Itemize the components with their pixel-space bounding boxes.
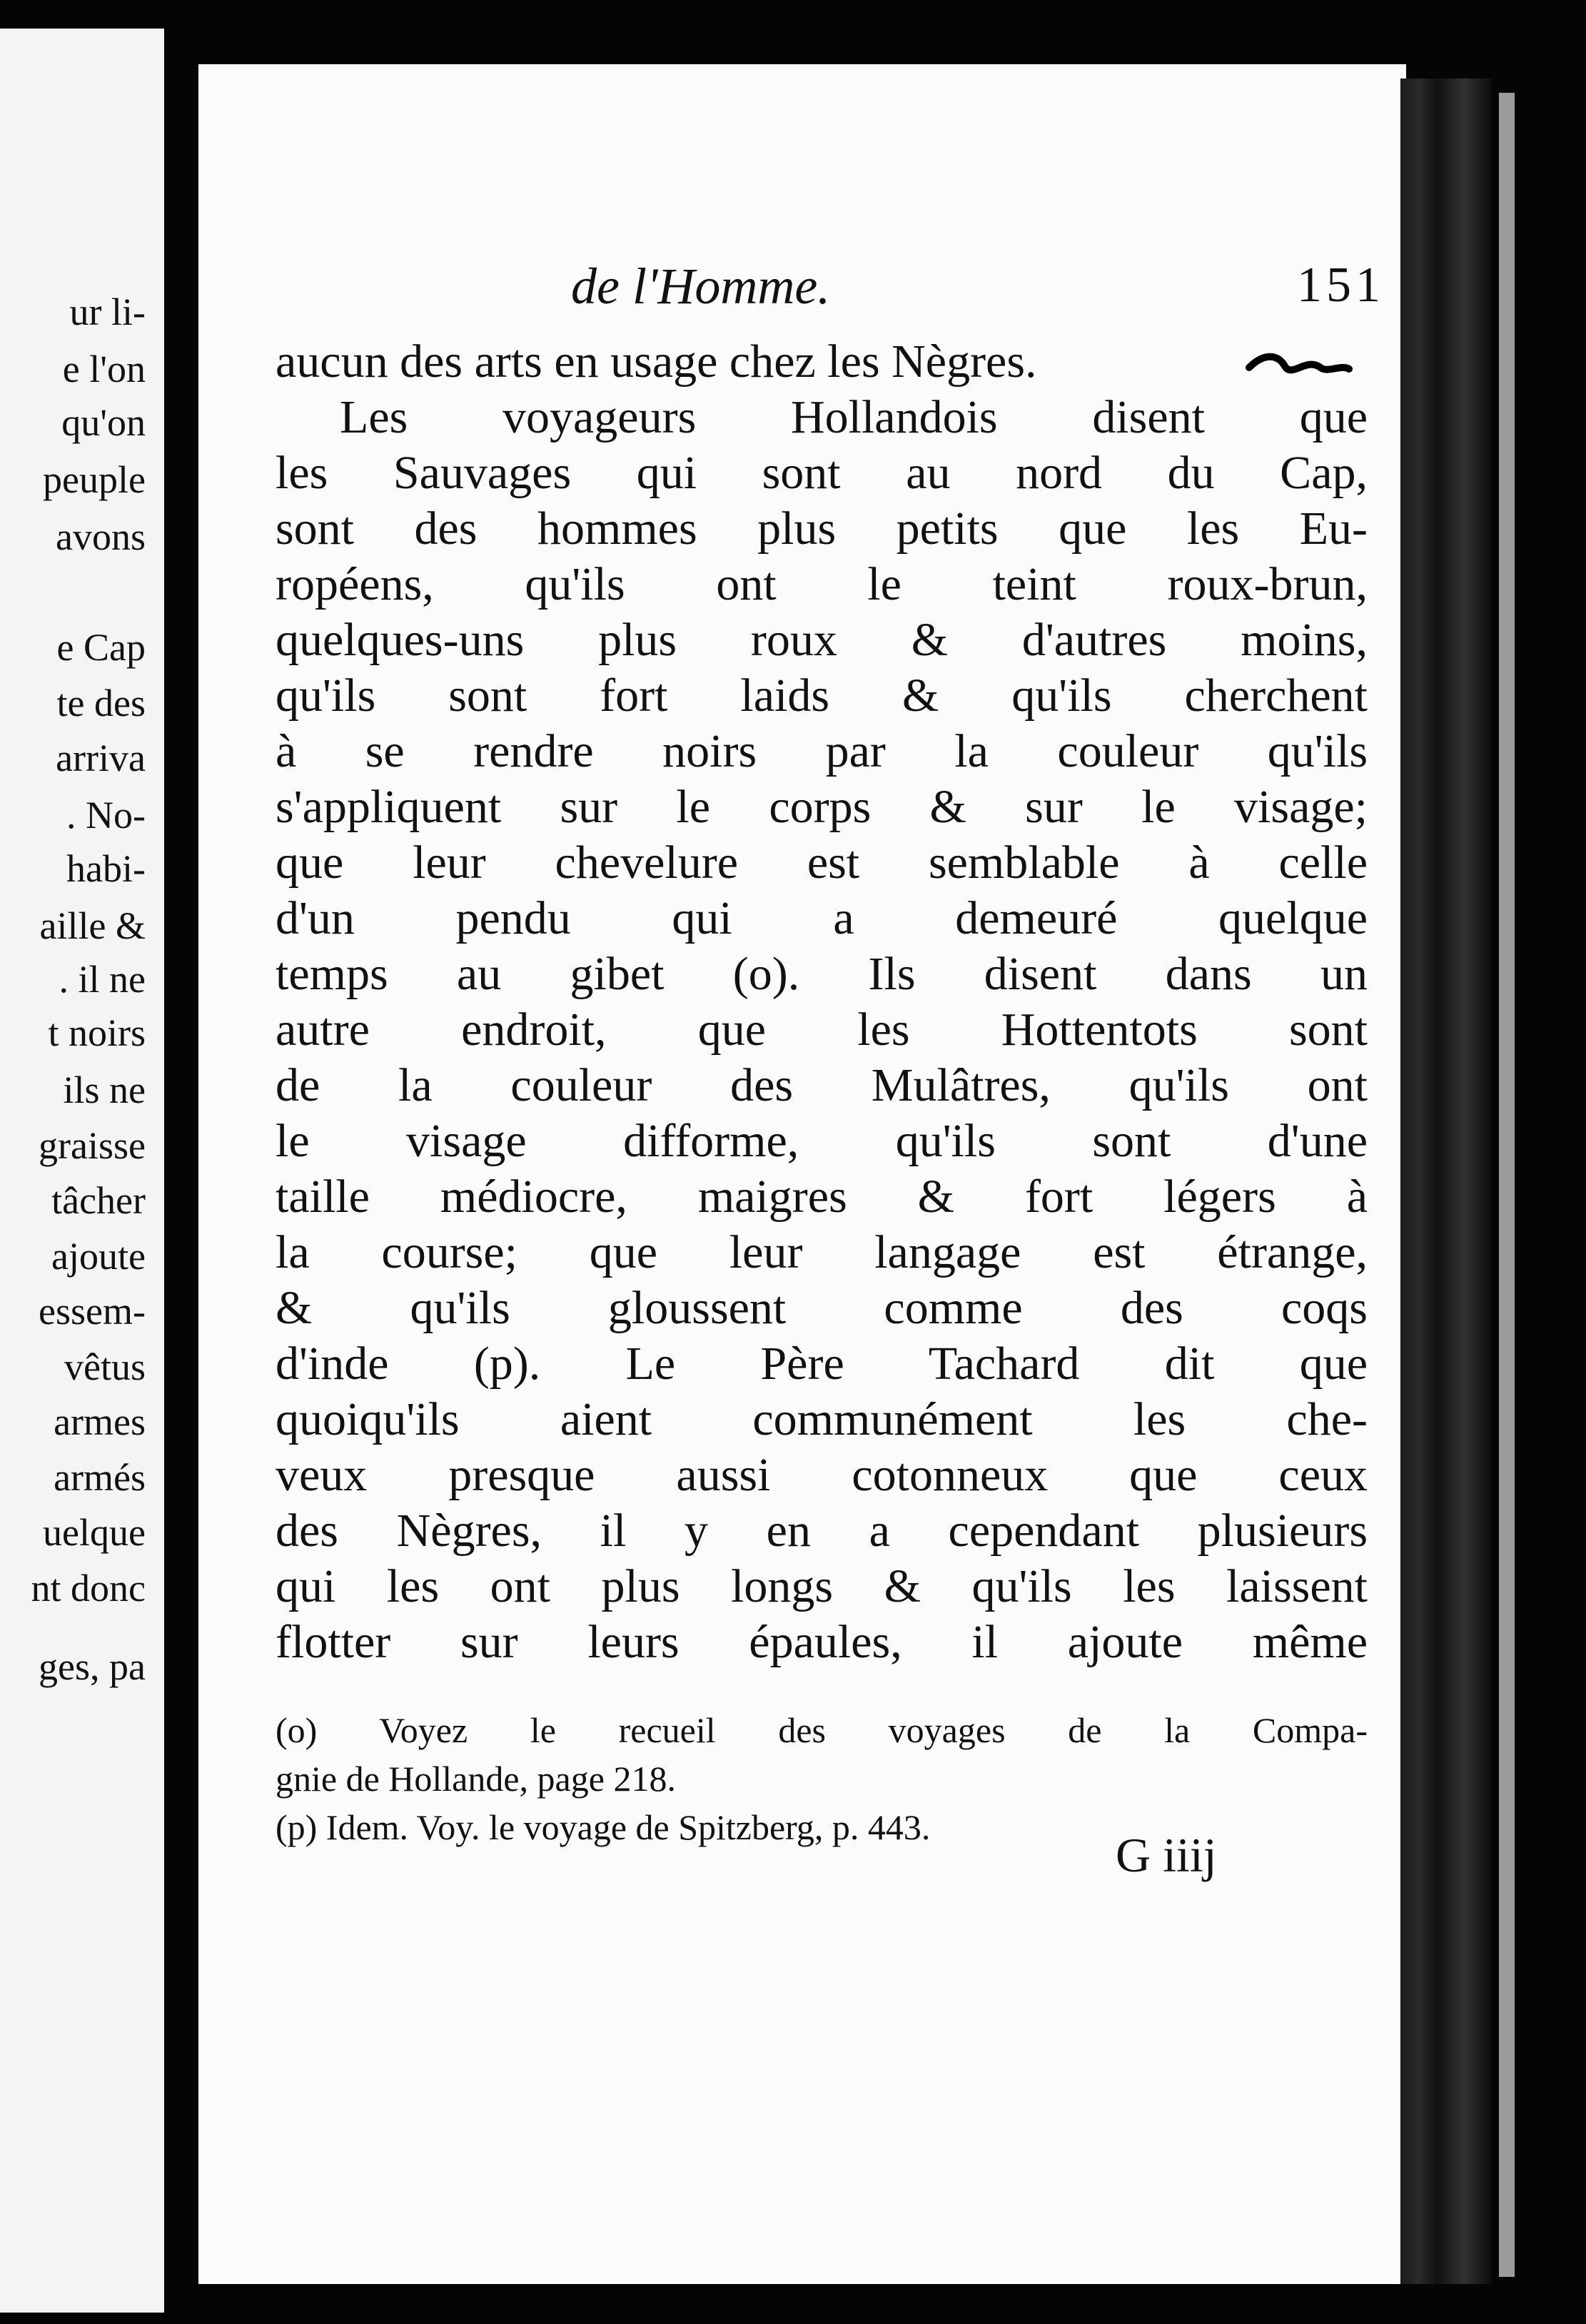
left-page-fragment: arriva xyxy=(56,737,146,779)
text-line: des Nègres, il y en a cependant plusieurs xyxy=(276,1505,1368,1557)
left-page-fragment: e Cap xyxy=(56,626,146,669)
left-page-fragment: essem- xyxy=(39,1290,146,1333)
text-line: aucun des arts en usage chez les Nègres. xyxy=(276,335,1037,388)
left-page-fragment: peuple xyxy=(43,458,146,501)
left-page-fragment: avons xyxy=(56,515,146,558)
text-line: & qu'ils gloussent comme des coqs xyxy=(276,1282,1368,1334)
text-line: s'appliquent sur le corps & sur le visage; xyxy=(276,781,1368,833)
left-page-fragment: ajoute xyxy=(51,1235,146,1278)
text-line: à se rendre noirs par la couleur qu'ils xyxy=(276,725,1368,777)
left-page-fragment: t noirs xyxy=(48,1011,146,1054)
left-page-fragment: armes xyxy=(54,1400,146,1443)
text-line: que leur chevelure est semblable à celle xyxy=(276,837,1368,889)
text-line: flotter sur leurs épaules, il ajoute même xyxy=(276,1616,1368,1668)
left-page-fragment: graisse xyxy=(39,1124,146,1167)
book-page xyxy=(198,64,1406,2284)
text-line: ropéens, qu'ils ont le teint roux-brun, xyxy=(276,558,1368,610)
text-line: les Sauvages qui sont au nord du Cap, xyxy=(276,447,1368,499)
left-page-fragment: tâcher xyxy=(51,1179,146,1222)
page-header xyxy=(198,257,1406,314)
text-line: le visage difforme, qu'ils sont d'une xyxy=(276,1115,1368,1167)
left-page-fragment: vêtus xyxy=(64,1345,146,1388)
left-page-fragment: ur li- xyxy=(69,290,146,333)
text-line: d'inde (p). Le Père Tachard dit que xyxy=(276,1338,1368,1390)
text-line: qu'ils sont fort laids & qu'ils cherchent xyxy=(276,670,1368,722)
text-line: veux presque aussi cotonneux que ceux xyxy=(276,1449,1368,1501)
text-line: sont des hommes plus petits que les Eu- xyxy=(276,502,1368,555)
text-line: quoiqu'ils aient communément les che- xyxy=(276,1393,1368,1445)
left-page-fragment: . il ne xyxy=(59,958,146,1001)
footnote-o-line: gnie de Hollande, page 218. xyxy=(276,1759,676,1799)
running-title: de l'Homme. xyxy=(571,258,831,315)
text-line: quelques-uns plus roux & d'autres moins, xyxy=(276,614,1368,666)
page-edges xyxy=(1400,79,1492,2284)
footnote-o-line: (o) Voyez le recueil des voyages de la Compa- xyxy=(276,1710,1368,1750)
left-page-fragment: te des xyxy=(56,682,146,724)
left-page-fragment: armés xyxy=(54,1456,146,1499)
left-page-fragment: nt donc xyxy=(31,1567,146,1610)
text-line: d'un pendu qui a demeuré quelque xyxy=(276,892,1368,944)
body-text xyxy=(276,334,1368,1670)
left-page-fragment: aille & xyxy=(39,904,146,947)
text-line: autre endroit, que les Hottentots sont xyxy=(276,1004,1368,1056)
left-page-fragment: habi- xyxy=(66,847,146,890)
left-facing-page xyxy=(0,29,164,2313)
signature-mark: G iiij xyxy=(1116,1828,1217,1882)
left-page-fragment: e l'on xyxy=(62,348,146,390)
page-edge-strip xyxy=(1499,93,1515,2277)
ink-smudge-mark xyxy=(1242,346,1356,389)
text-line: Les voyageurs Hollandois disent que xyxy=(340,391,1368,443)
left-page-fragment: uelque xyxy=(43,1511,146,1554)
left-page-fragment: . No- xyxy=(66,794,146,837)
left-page-fragment: ils ne xyxy=(63,1068,146,1111)
text-line: taille médiocre, maigres & fort légers à xyxy=(276,1171,1368,1223)
text-line: de la couleur des Mulâtres, qu'ils ont xyxy=(276,1059,1368,1111)
left-page-fragment: qu'on xyxy=(61,401,146,444)
text-line: qui les ont plus longs & qu'ils les laissent xyxy=(276,1560,1368,1612)
footnote-p-line: (p) Idem. Voy. le voyage de Spitzberg, p. 443. xyxy=(276,1807,931,1847)
left-page-fragment: ges, pa xyxy=(39,1645,146,1688)
page-number: 151 xyxy=(1297,258,1385,313)
text-line: temps au gibet (o). Ils disent dans un xyxy=(276,948,1368,1000)
text-line: la course; que leur langage est étrange, xyxy=(276,1226,1368,1278)
